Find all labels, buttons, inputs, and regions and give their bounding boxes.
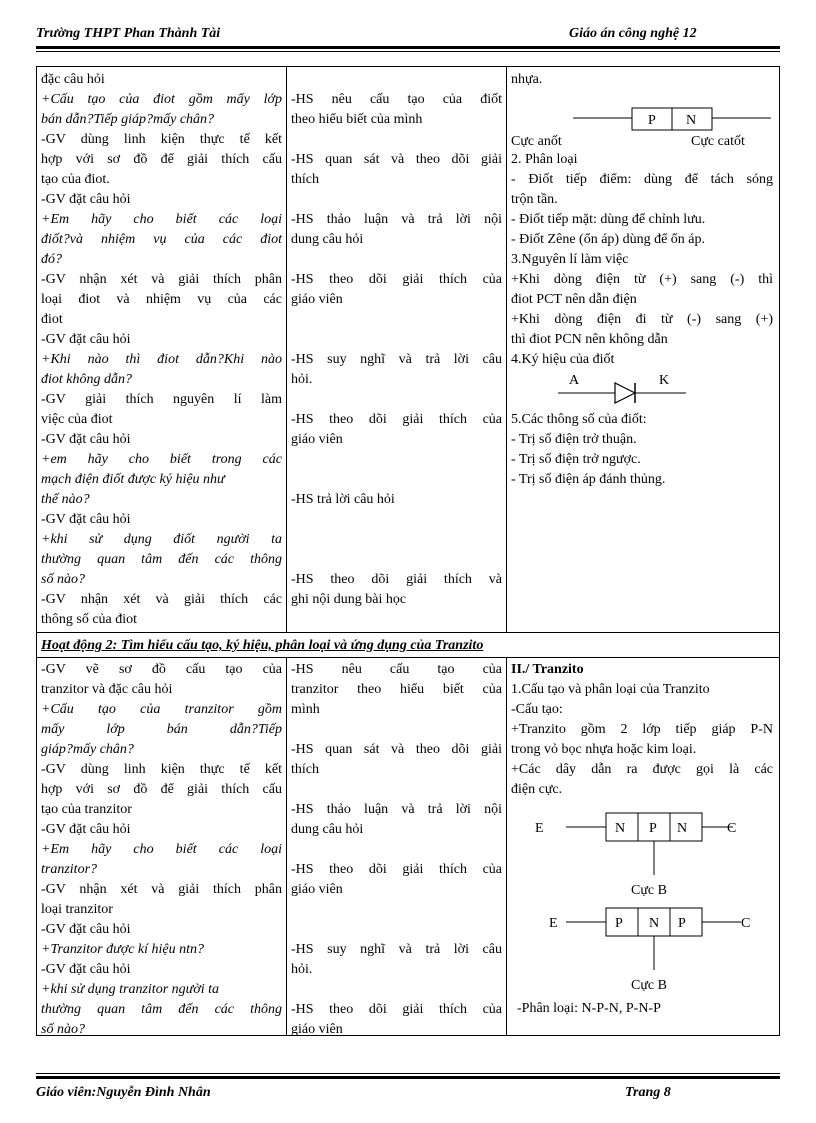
text-line bbox=[291, 70, 502, 90]
npn-layer-3: N bbox=[677, 821, 688, 836]
text-line: -GV dùng linh kiện thực tế kết bbox=[41, 132, 282, 147]
npn-c-label: C bbox=[727, 821, 737, 836]
text-line: tạo của tranzitor bbox=[41, 802, 132, 817]
text-line: -GV nhận xét và giải thích phân bbox=[41, 882, 282, 897]
text-line: thường quan tâm đến các thông bbox=[41, 1002, 282, 1017]
text-line: tranzitor? bbox=[41, 862, 98, 877]
subject-title: Giáo án công nghệ 12 bbox=[569, 26, 697, 41]
text-line: số nào? bbox=[41, 1022, 85, 1037]
section2-teacher-column bbox=[41, 660, 282, 1040]
text-line: dung câu hỏi bbox=[291, 822, 364, 837]
text-line: mấy lớp bán dẫn?Tiếp bbox=[41, 722, 282, 737]
text-line: +Cấu tạo của tranzitor gồm bbox=[41, 702, 282, 717]
text-line: hợp với sơ đồ để giải thích cấu bbox=[41, 782, 282, 797]
text-line: +Khi nào thì điot dẫn?Khi nào bbox=[41, 352, 282, 367]
text-line: +Khi dòng điện đi từ (-) sang (+) bbox=[511, 312, 773, 327]
text-line bbox=[291, 190, 502, 210]
text-line: việc của điot bbox=[41, 412, 113, 427]
section2-content-lines bbox=[511, 680, 773, 800]
text-line: mình bbox=[291, 702, 320, 717]
text-line: -GV đặt câu hỏi bbox=[41, 962, 131, 977]
text-line: giáo viên bbox=[291, 1022, 343, 1037]
text-line: -GV đặt câu hỏi bbox=[41, 332, 131, 347]
text-line: - Trị số điện trở thuận. bbox=[511, 432, 637, 447]
text-line bbox=[291, 840, 502, 860]
text-line: 5.Các thông số của điốt: bbox=[511, 412, 647, 427]
text-line: 1.Cấu tạo và phân loại của Tranzito bbox=[511, 682, 710, 697]
text-line: +khi sử dụng điốt người ta bbox=[41, 532, 282, 547]
text-line: +Các dây dẫn ra được gọi là các bbox=[511, 762, 773, 777]
section1-teacher-column bbox=[41, 70, 282, 630]
text-line bbox=[291, 470, 502, 490]
text-line: thông số của điot bbox=[41, 612, 138, 627]
activity-2-heading: Hoạt động 2: Tìm hiểu cấu tạo, ký hiệu, phân loại và ứng dụng của Tranzito bbox=[41, 638, 484, 653]
text-line: -GV đặt câu hỏi bbox=[41, 432, 131, 447]
text-line: hỏi. bbox=[291, 372, 313, 387]
text-line: -HS quan sát và theo dõi giải bbox=[291, 742, 502, 757]
section2-student-column bbox=[291, 660, 502, 1040]
text-line: tranzitor và đặc câu hỏi bbox=[41, 682, 173, 697]
text-line: -GV nhận xét và giải thích các bbox=[41, 592, 282, 607]
pnp-b-label: Cực B bbox=[631, 978, 667, 993]
row-divider-bottom bbox=[37, 657, 779, 658]
symbol-k-label: K bbox=[659, 373, 670, 388]
text-line: điot không dẫn? bbox=[41, 372, 132, 387]
text-line: -GV đặt câu hỏi bbox=[41, 822, 131, 837]
pnp-layer-1: P bbox=[615, 916, 623, 931]
text-line: - Điốt tiếp điểm: dùng để tách sóng bbox=[511, 172, 773, 187]
diode-symbol bbox=[511, 370, 775, 410]
school-name: Trường THPT Phan Thành Tài bbox=[36, 26, 221, 41]
text-line: +em hãy cho biết trong các bbox=[41, 452, 282, 467]
text-line: giáp?mấy chân? bbox=[41, 742, 134, 757]
text-line: bán dẫn?Tiếp giáp?mấy chân? bbox=[41, 112, 215, 127]
text-line bbox=[291, 390, 502, 410]
text-line: thường quan tâm đến các thông bbox=[41, 552, 282, 567]
text-line: 4.Ký hiệu của điốt bbox=[511, 352, 615, 367]
transistor-title: II./ Tranzito bbox=[511, 662, 584, 677]
page-number: Trang 8 bbox=[625, 1085, 671, 1100]
col-divider-2 bbox=[506, 67, 507, 632]
text-line: điot PCT nên dẫn điện bbox=[511, 292, 637, 307]
text-line: -Cấu tạo: bbox=[511, 702, 563, 717]
anode-label: Cực anốt bbox=[511, 134, 562, 149]
text-line bbox=[291, 920, 502, 940]
text-line: +Tranzito gồm 2 lớp tiếp giáp P-N bbox=[511, 722, 773, 737]
text-line: thích bbox=[291, 172, 319, 187]
text-line: -HS quan sát và theo dõi giải bbox=[291, 152, 502, 167]
text-line: -GV dùng linh kiện thực tế kết bbox=[41, 762, 282, 777]
npn-layer-2: P bbox=[649, 821, 657, 836]
text-line: -GV vẽ sơ đồ cấu tạo của bbox=[41, 662, 282, 677]
text-line: -GV nhận xét và giải thích phân bbox=[41, 272, 282, 287]
text-line: tranzitor theo hiểu biết của bbox=[291, 682, 502, 697]
text-line bbox=[291, 550, 502, 570]
text-line: loại điot và nhiệm vụ của các bbox=[41, 292, 282, 307]
diode-structure-diagram bbox=[511, 103, 775, 151]
pnp-c-label: C bbox=[741, 916, 751, 931]
text-line: +Khi dòng điện từ (+) sang (-) thì bbox=[511, 272, 773, 287]
text-line: -HS theo dõi giải thích của bbox=[291, 862, 502, 877]
text-line: - Trị số điện trở ngược. bbox=[511, 452, 641, 467]
diode-p-label: P bbox=[648, 113, 656, 128]
text-line: +Em hãy cho biết các loại bbox=[41, 212, 282, 227]
text-line: dung câu hỏi bbox=[291, 232, 364, 247]
text-line bbox=[291, 900, 502, 920]
cathode-label: Cực catốt bbox=[691, 134, 745, 149]
text-line: +khi sử dụng tranzitor người ta bbox=[41, 982, 220, 997]
text-line: hỏi. bbox=[291, 962, 313, 977]
text-line: -HS theo dõi giải thích và bbox=[291, 572, 502, 587]
row-divider-top bbox=[37, 632, 779, 633]
text-line: +Cấu tạo của điot gồm mấy lớp bbox=[41, 92, 282, 107]
text-line bbox=[291, 980, 502, 1000]
symbol-a-label: A bbox=[569, 373, 580, 388]
text-line: thích bbox=[291, 762, 319, 777]
text-line bbox=[291, 720, 502, 740]
text-line: 2. Phân loại bbox=[511, 152, 578, 167]
text-line: thì điot PCN nên không dẫn bbox=[511, 332, 668, 347]
section2-content-column bbox=[511, 660, 773, 680]
text-line: -GV đặt câu hỏi bbox=[41, 192, 131, 207]
text-line: số nào? bbox=[41, 572, 85, 587]
text-line: -HS thảo luận và trả lời nội bbox=[291, 802, 502, 817]
text-line: +Tranzitor được kí hiệu ntn? bbox=[41, 942, 205, 957]
text-line: thế nào? bbox=[41, 492, 90, 507]
npn-b-label: Cực B bbox=[631, 883, 667, 898]
text-line: - Điốt Zêne (ổn áp) dùng để ổn áp. bbox=[511, 232, 705, 247]
text-line: đặc câu hỏi bbox=[41, 72, 105, 87]
text-line: loại tranzitor bbox=[41, 902, 113, 917]
text-line: -HS nêu cấu tạo của bbox=[291, 662, 502, 677]
section1-parameters bbox=[511, 410, 773, 490]
pnp-layer-2: N bbox=[649, 916, 660, 931]
npn-e-label: E bbox=[535, 821, 544, 836]
classification-line: -Phân loại: N-P-N, P-N-P bbox=[517, 1001, 661, 1016]
header-rule-thin bbox=[36, 51, 780, 52]
text-line: điốt?và nhiệm vụ của các điot bbox=[41, 232, 282, 247]
col-divider-4 bbox=[506, 657, 507, 1035]
text-line: -HS theo dõi giải thích của bbox=[291, 412, 502, 427]
text-line: -HS theo dõi giải thích của bbox=[291, 1002, 502, 1017]
page-header bbox=[36, 26, 780, 44]
text-line bbox=[291, 310, 502, 330]
text-line bbox=[291, 330, 502, 350]
header-rule-thick bbox=[36, 46, 780, 49]
col-divider-1 bbox=[286, 67, 287, 632]
text-line: -GV đặt câu hỏi bbox=[41, 512, 131, 527]
section1-student-column bbox=[291, 70, 502, 610]
text-line: hợp với sơ đồ để giải thích cấu bbox=[41, 152, 282, 167]
text-line: giáo viên bbox=[291, 882, 343, 897]
pnp-e-label: E bbox=[549, 916, 558, 931]
content-line: nhựa. bbox=[511, 72, 543, 87]
text-line: tạo của điot. bbox=[41, 172, 110, 187]
text-line: 3.Nguyên lí làm việc bbox=[511, 252, 629, 267]
text-line: -HS suy nghĩ và trả lời câu bbox=[291, 352, 502, 367]
text-line: theo hiểu biết của mình bbox=[291, 112, 423, 127]
footer-rule-thick bbox=[36, 1076, 780, 1079]
text-line: điot bbox=[41, 312, 63, 327]
text-line: -HS suy nghĩ và trả lời câu bbox=[291, 942, 502, 957]
text-line: giáo viên bbox=[291, 432, 343, 447]
text-line: mạch điện điốt được ký hiệu như bbox=[41, 472, 225, 487]
teacher-name: Giáo viên:Nguyễn Đình Nhân bbox=[36, 1085, 211, 1100]
pnp-layer-3: P bbox=[678, 916, 686, 931]
text-line: -HS thảo luận và trả lời nội bbox=[291, 212, 502, 227]
text-line: -HS trả lời câu hỏi bbox=[291, 492, 395, 507]
text-line: - Trị số điện áp đánh thủng. bbox=[511, 472, 666, 487]
lesson-table bbox=[36, 66, 780, 1036]
col-divider-3 bbox=[286, 657, 287, 1035]
text-line bbox=[291, 130, 502, 150]
npn-layer-1: N bbox=[615, 821, 626, 836]
diode-n-label: N bbox=[686, 113, 697, 128]
text-line bbox=[291, 450, 502, 470]
text-line: đó? bbox=[41, 252, 62, 267]
text-line: +Em hãy cho biết các loại bbox=[41, 842, 282, 857]
text-line bbox=[291, 780, 502, 800]
text-line: điện cực. bbox=[511, 782, 563, 797]
text-line bbox=[291, 530, 502, 550]
text-line: giáo viên bbox=[291, 292, 343, 307]
text-line: trộn tần. bbox=[511, 192, 558, 207]
text-line: -GV đặt câu hỏi bbox=[41, 922, 131, 937]
footer-rule-thin bbox=[36, 1073, 780, 1074]
pnp-diagram bbox=[511, 902, 775, 1002]
text-line: ghi nội dung bài học bbox=[291, 592, 407, 607]
text-line bbox=[291, 510, 502, 530]
text-line: - Điốt tiếp mặt: dùng để chỉnh lưu. bbox=[511, 212, 706, 227]
section1-content-column bbox=[511, 70, 773, 90]
text-line: trong vỏ bọc nhựa hoặc kim loại. bbox=[511, 742, 697, 757]
text-line: -GV giải thích nguyên lí làm bbox=[41, 392, 282, 407]
section1-content-lines bbox=[511, 150, 773, 370]
text-line bbox=[291, 250, 502, 270]
text-line: -HS theo dõi giải thích của bbox=[291, 272, 502, 287]
npn-diagram bbox=[511, 807, 775, 907]
text-line: -HS nêu cấu tạo của điốt bbox=[291, 92, 502, 107]
